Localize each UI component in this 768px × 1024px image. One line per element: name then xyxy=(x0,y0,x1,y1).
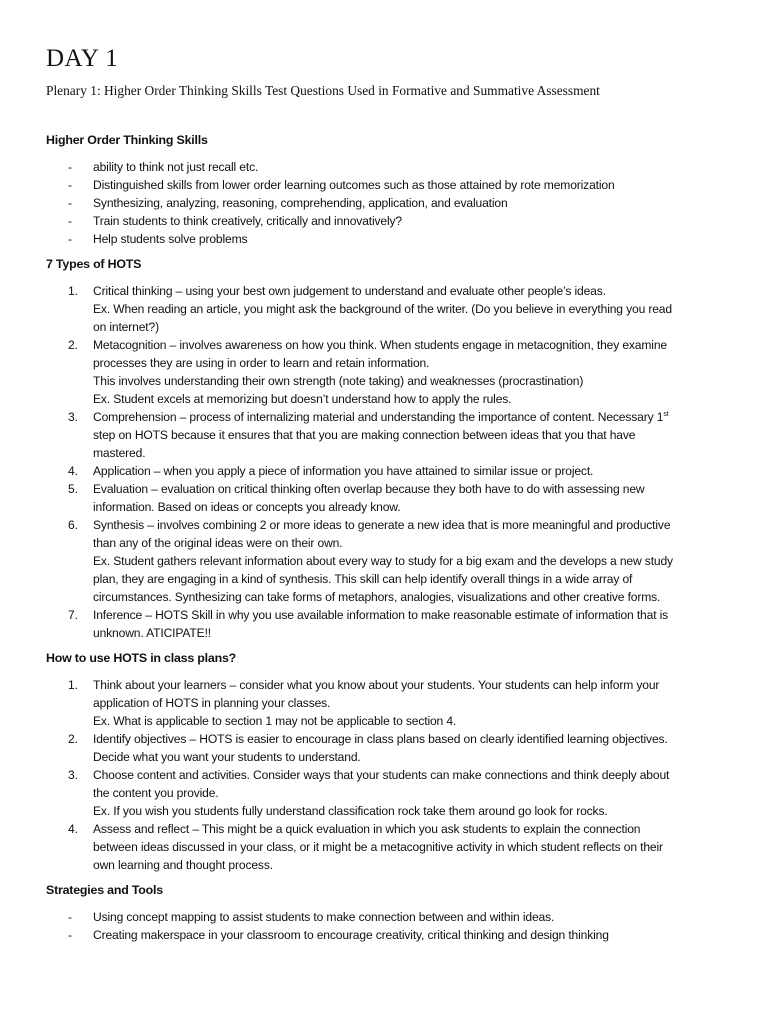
hots-heading: Higher Order Thinking Skills xyxy=(46,133,208,147)
list-item-text: Help students solve problems xyxy=(93,232,248,246)
types-numbered-list xyxy=(46,282,722,642)
item-line: This involves understanding their own strength (note taking) and weaknesses (procrastination) xyxy=(93,374,584,388)
list-item-text: Train students to think creatively, critically and innovatively? xyxy=(93,214,403,228)
list-item xyxy=(46,176,722,194)
item-line: Metacognition – involves awareness on how you think. When students engage in metacognition, they examine xyxy=(93,338,667,352)
list-item xyxy=(46,480,722,516)
list-item-text: Synthesizing, analyzing, reasoning, comprehending, application, and evaluation xyxy=(93,196,508,210)
list-item xyxy=(46,730,722,766)
superscript: st xyxy=(663,410,669,418)
dash-bullet-icon: - xyxy=(68,178,72,192)
dash-bullet-icon: - xyxy=(68,196,72,210)
list-item xyxy=(46,282,722,336)
item-line: Inference – HOTS Skill in why you use available information to make reasonable estimate of information that is xyxy=(93,608,669,622)
hots-bullet-list xyxy=(46,158,722,248)
item-line: Choose content and activities. Consider ways that your students can make connections and think deeply about xyxy=(93,768,670,782)
plenary-title: Plenary 1: Higher Order Thinking Skills Test Questions Used in Formative and Summative Assessment xyxy=(46,83,600,98)
list-item-text: Distinguished skills from lower order learning outcomes such as those attained by rote memorization xyxy=(93,178,615,192)
item-line: between ideas discussed in your class, or it might be a metacognitive activity in which student reflects on their xyxy=(93,840,663,854)
item-line: Ex. If you wish you students fully understand classification rock take them around go look for rocks. xyxy=(93,804,608,818)
list-item xyxy=(46,408,722,462)
item-number: 2. xyxy=(68,732,78,746)
item-line: Ex. Student excels at memorizing but doesn’t understand how to apply the rules. xyxy=(93,392,512,406)
item-line: unknown. ATICIPATE!! xyxy=(93,626,211,640)
list-item xyxy=(46,230,722,248)
dash-bullet-icon: - xyxy=(68,928,72,942)
item-line: application of HOTS in planning your classes. xyxy=(93,696,331,710)
dash-bullet-icon: - xyxy=(68,214,72,228)
item-line: own learning and thought process. xyxy=(93,858,273,872)
item-number: 2. xyxy=(68,338,78,352)
strategies-bullet-list xyxy=(46,908,722,944)
item-line: step on HOTS because it ensures that that you are making connection between ideas that you that have xyxy=(93,428,636,442)
item-number: 1. xyxy=(68,678,78,692)
item-line: the content you provide. xyxy=(93,786,219,800)
item-line: circumstances. Synthesizing can take forms of metaphors, analogies, visualizations and other creative forms. xyxy=(93,590,661,604)
strategies-heading: Strategies and Tools xyxy=(46,883,163,897)
item-line: Identify objectives – HOTS is easier to encourage in class plans based on clearly identified learning objectives. xyxy=(93,732,668,746)
list-item xyxy=(46,606,722,642)
item-line: Ex. What is applicable to section 1 may not be applicable to section 4. xyxy=(93,714,457,728)
list-item xyxy=(46,516,722,606)
item-line: than any of the original ideas were on their own. xyxy=(93,536,343,550)
item-line: Decide what you want your students to understand. xyxy=(93,750,361,764)
item-line: plan, they are engaging in a kind of synthesis. This skill can help identify overall things in a wide array of xyxy=(93,572,633,586)
item-line: on internet?) xyxy=(93,320,159,334)
howto-heading: How to use HOTS in class plans? xyxy=(46,651,237,665)
list-item xyxy=(46,676,722,730)
types-heading: 7 Types of HOTS xyxy=(46,257,142,271)
list-item xyxy=(46,462,722,480)
list-item xyxy=(46,926,722,944)
item-line: Assess and reflect – This might be a quick evaluation in which you ask students to explain the connection xyxy=(93,822,641,836)
item-number: 4. xyxy=(68,822,78,836)
item-number: 6. xyxy=(68,518,78,532)
list-item xyxy=(46,908,722,926)
day-title: DAY 1 xyxy=(46,45,119,72)
dash-bullet-icon: - xyxy=(68,232,72,246)
item-number: 5. xyxy=(68,482,78,496)
item-number: 1. xyxy=(68,284,78,298)
item-line: mastered. xyxy=(93,446,146,460)
howto-numbered-list xyxy=(46,676,722,874)
list-item xyxy=(46,194,722,212)
list-item xyxy=(46,212,722,230)
item-line: Ex. Student gathers relevant information about every way to study for a big exam and the develops a new study xyxy=(93,554,673,568)
list-item-text: Using concept mapping to assist students to make connection between and within ideas. xyxy=(93,910,555,924)
list-item-text: ability to think not just recall etc. xyxy=(93,160,259,174)
dash-bullet-icon: - xyxy=(68,160,72,174)
dash-bullet-icon: - xyxy=(68,910,72,924)
item-number: 7. xyxy=(68,608,78,622)
list-item xyxy=(46,158,722,176)
item-line: Ex. When reading an article, you might ask the background of the writer. (Do you believe in everything you read xyxy=(93,302,672,316)
item-line: Application – when you apply a piece of information you have attained to similar issue or project. xyxy=(93,464,594,478)
item-number: 3. xyxy=(68,768,78,782)
list-item xyxy=(46,766,722,820)
item-line: Critical thinking – using your best own judgement to understand and evaluate other people’s ideas. xyxy=(93,284,606,298)
item-line xyxy=(93,408,722,426)
item-line: information. Based on ideas or concepts you already know. xyxy=(93,500,401,514)
item-number: 4. xyxy=(68,464,78,478)
item-line: Synthesis – involves combining 2 or more ideas to generate a new idea that is more meaningful and productive xyxy=(93,518,671,532)
item-line: Evaluation – evaluation on critical thinking often overlap because they both have to do with assessing new xyxy=(93,482,645,496)
list-item xyxy=(46,820,722,874)
item-line: Think about your learners – consider what you know about your students. Your students can help inform your xyxy=(93,678,660,692)
item-number: 3. xyxy=(68,410,78,424)
list-item-text: Creating makerspace in your classroom to encourage creativity, critical thinking and design thinking xyxy=(93,928,609,942)
item-line-text: Comprehension – process of internalizing material and understanding the importance of content. Necessary 1 xyxy=(93,410,664,424)
list-item xyxy=(46,336,722,408)
item-line: processes they are using in order to learn and retain information. xyxy=(93,356,430,370)
